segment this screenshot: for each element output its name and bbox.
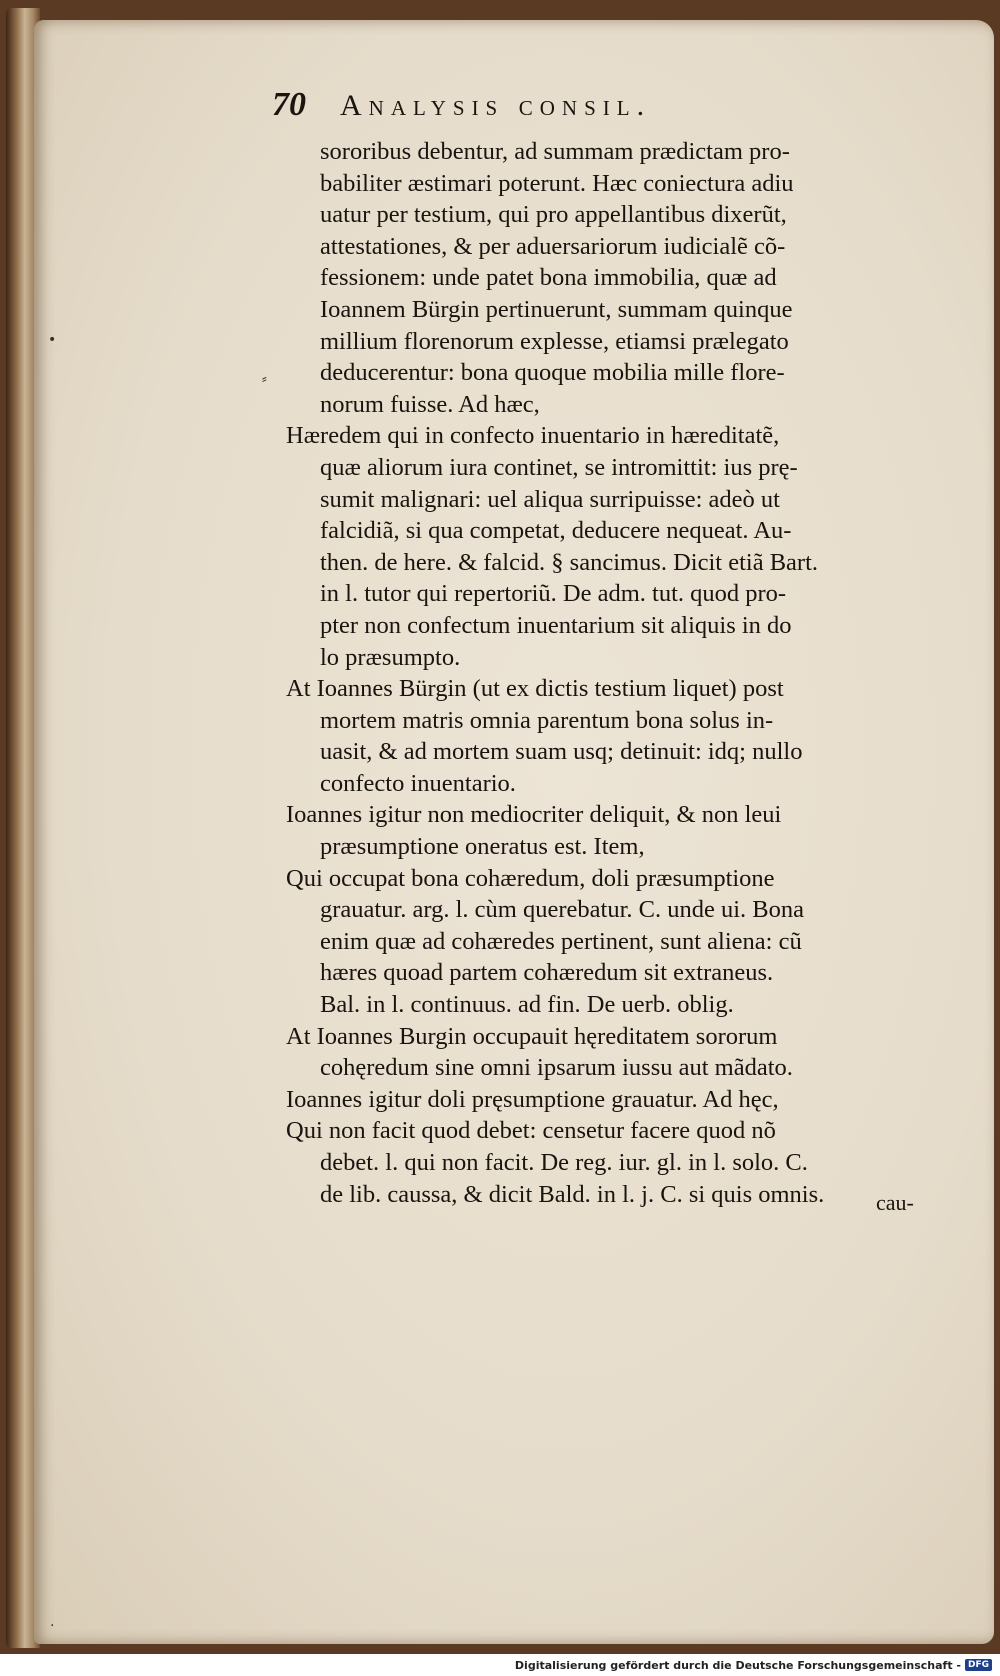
text-line: deducerentur: bona quoque mobilia mille flore- xyxy=(320,359,785,387)
text-line: sororibus debentur, ad summam prædictam pro- xyxy=(320,138,790,165)
dfg-logo: DFG xyxy=(965,1659,992,1671)
text-line: cohęredum sine omni ipsarum iussu aut mãdato. xyxy=(320,1054,793,1082)
text-line: fessionem: unde patet bona immobilia, quæ ad xyxy=(320,264,777,292)
folio-number: 70 xyxy=(272,86,306,123)
margin-speck: • xyxy=(48,332,57,348)
text-line: norum fuisse. Ad hæc, xyxy=(320,390,540,418)
text-line: Bal. in l. continuus. ad fin. De uerb. oblig. xyxy=(320,991,734,1019)
text-line: debet. l. qui non facit. De reg. iur. gl. in l. solo. C. xyxy=(320,1149,808,1176)
body-text xyxy=(286,136,926,1210)
margin-speck: · xyxy=(50,1618,55,1634)
text-line: præsumptione oneratus est. Item, xyxy=(320,833,645,861)
text-line: confecto inuentario. xyxy=(320,769,516,797)
page-header xyxy=(272,86,852,124)
text-line: de lib. caussa, & dicit Bald. in l. j. C. si quis omnis. xyxy=(320,1180,825,1208)
text-line: falcidiã, si qua competat, deducere nequeat. Au- xyxy=(320,517,792,545)
running-head: Analysis consil. xyxy=(340,89,652,122)
text-line: uasit, & ad mortem suam usq; detinuit: idq; nullo xyxy=(320,738,803,766)
text-line: At Ioannes Burgin occupauit hęreditatem sororum xyxy=(286,1022,778,1050)
text-line: Ioannem Bürgin pertinuerunt, summam quinque xyxy=(320,295,793,323)
text-line: Qui non facit quod debet: censetur facere quod nõ xyxy=(286,1117,776,1145)
text-line: Ioannes igitur non mediocriter deliquit, & non leui xyxy=(286,801,782,829)
text-line: At Ioannes Bürgin (ut ex dictis testium liquet) post xyxy=(286,675,784,703)
text-line: babiliter æstimari poterunt. Hæc coniectura adiu xyxy=(320,169,794,197)
text-line: uatur per testium, qui pro appellantibus dixerũt, xyxy=(320,201,787,229)
text-line: Ioannes igitur doli pręsumptione grauatur. Ad hęc, xyxy=(286,1085,779,1113)
catchword: cau- xyxy=(876,1190,914,1215)
text-line: lo præsumpto. xyxy=(320,643,461,671)
digitization-footer xyxy=(0,1654,1000,1676)
text-line: Hæredem qui in confecto inuentario in hæreditatẽ, xyxy=(286,422,780,450)
text-line: quæ aliorum iura continet, se intromittit: ius prę- xyxy=(320,453,798,481)
text-line: mortem matris omnia parentum bona solus in- xyxy=(320,706,774,734)
text-line: grauatur. arg. l. cùm querebatur. C. unde ui. Bona xyxy=(320,896,804,924)
text-line: enim quæ ad cohæredes pertinent, sunt aliena: cũ xyxy=(320,927,802,955)
text-line: attestationes, & per aduersariorum iudicialẽ cõ- xyxy=(320,232,786,260)
text-line: millium florenorum explesse, etiamsi prælegato xyxy=(320,327,789,355)
text-line: hæres quoad partem cohæredum sit extraneus. xyxy=(320,959,774,987)
text-line: sumit malignari: uel aliqua surripuisse: adeò ut xyxy=(320,485,780,513)
text-line: then. de here. & falcid. § sancimus. Dicit etiã Bart. xyxy=(320,548,819,576)
text-line: Qui occupat bona cohæredum, doli præsumptione xyxy=(286,864,775,892)
text-line: pter non confectum inuentarium sit aliquis in do xyxy=(320,611,792,639)
text-line: in l. tutor qui repertoriũ. De adm. tut. quod pro- xyxy=(320,580,787,608)
margin-speck: ⸗ xyxy=(262,371,267,387)
footer-credit: Digitalisierung gefördert durch die Deutsche Forschungsgemeinschaft - xyxy=(514,1658,961,1672)
